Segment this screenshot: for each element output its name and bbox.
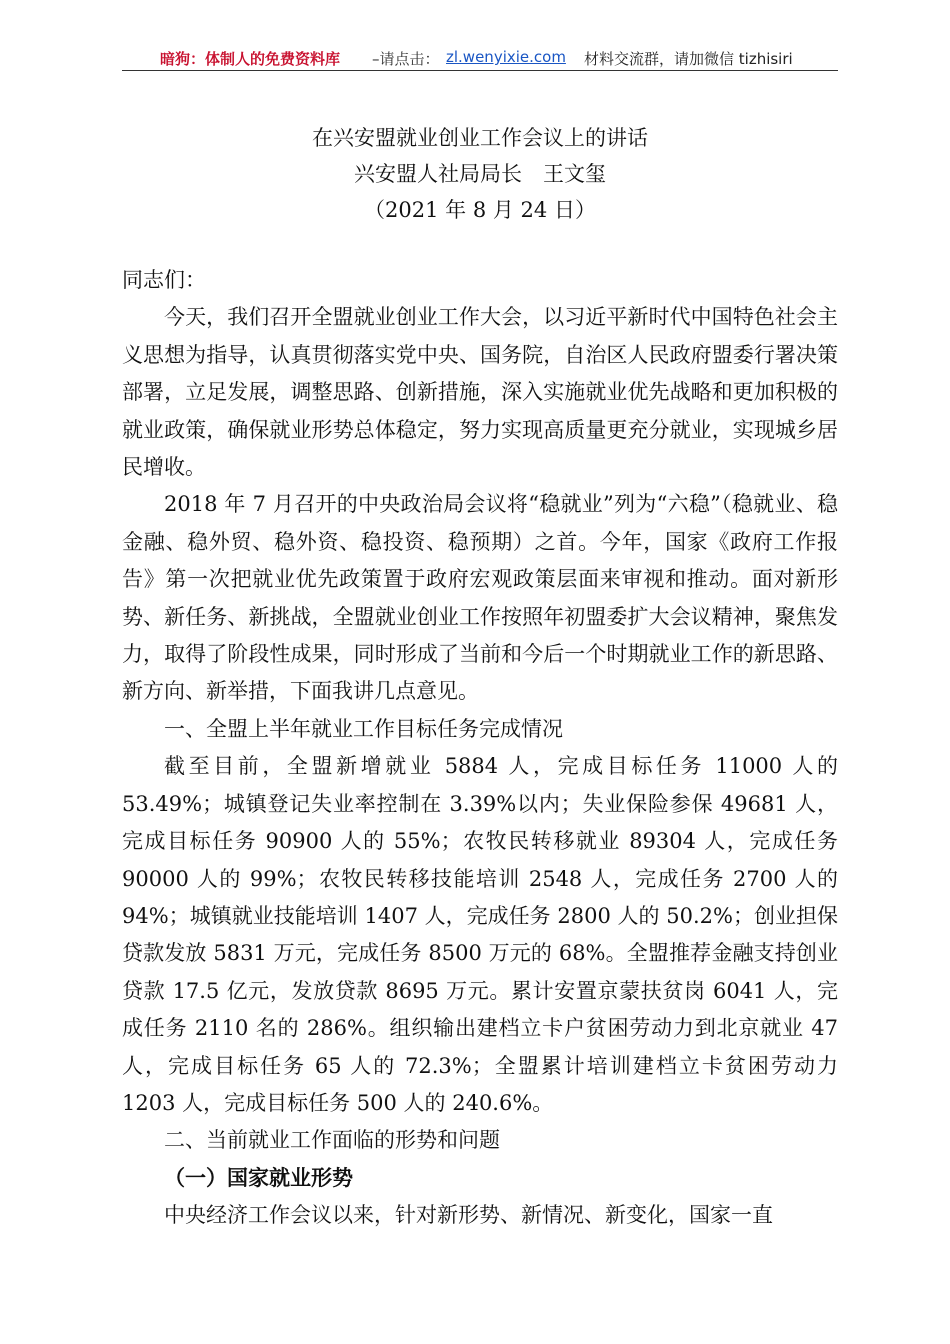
document-title: 在兴安盟就业创业工作会议上的讲话 [312, 126, 648, 150]
paragraph: 截至目前，全盟新增就业 5884 人，完成目标任务 11000 人的 53.49%；城镇登记失业率控制在 3.39%以内；失业保险参保 49681 人，完成目标任务 90900 人的 55%；农牧民转移就业 89304 人，完成任务 90000 人的 99%；农牧民转移技能培训 2548 人，完成任务 2700 人的 94%；城镇就业技能培训 1407 人，完成任务 2800 人的 50.2%；创业担保贷款发放 5831 万元，完成任务 8500 万元的 68%。全盟推荐金融支持创业贷款 17.5 亿元，发放贷款 8695 万元。累计安置京蒙扶贫岗 6041 人，完成任务 2110 名的 286%。组织输出建档立卡户贫困劳动力到北京就业 47 人，完成目标任务 65 人的 72.3%；全盟累计培训建档立卡贫困劳动力 1203 人，完成目标任务 500 人的 240.6%。 [122, 754, 838, 1115]
paragraph: 中央经济工作会议以来，针对新形势、新情况、新变化，国家一直 [164, 1203, 773, 1228]
section-heading: 二、当前就业工作面临的形势和问题 [164, 1128, 500, 1153]
paragraph: 今天，我们召开全盟就业创业工作大会，以习近平新时代中国特色社会主义思想为指导，认真贯彻落实党中央、国务院，自治区人民政府盟委行署决策部署，立足发展，调整思路、创新措施，深入实施就业优先战略和更加积极的就业政策，确保就业形势总体稳定，努力实现高质量更充分就业，实现城乡居民增收。 [122, 305, 838, 480]
page-header [0, 44, 950, 72]
title-block [122, 120, 838, 228]
document-date: （2021 年 8 月 24 日） [364, 198, 596, 222]
salutation: 同志们： [122, 268, 206, 292]
document-body [122, 262, 838, 1235]
document-speaker: 兴安盟人社局局长 王文玺 [354, 162, 606, 186]
header-divider [122, 70, 838, 71]
header-brand: 暗狗：体制人的免费资料库 [160, 50, 341, 68]
header-contact: 材料交流群，请加微信 tizhisiri [584, 50, 793, 68]
header-click-prompt: –请点击： [372, 50, 440, 68]
subsection-heading: （一）国家就业形势 [164, 1165, 353, 1190]
paragraph: 2018 年 7 月召开的中央政治局会议将“稳就业”列为“六稳”（稳就业、稳金融、稳外贸、稳外资、稳投资、稳预期）之首。今年，国家《政府工作报告》第一次把就业优先政策置于政府宏观政策层面来审视和推动。面对新形势、新任务、新挑战，全盟就业创业工作按照年初盟委扩大会议精神，聚焦发力，取得了阶段性成果，同时形成了当前和今后一个时期就业工作的新思路、新方向、新举措，下面我讲几点意见。 [122, 492, 838, 704]
header-website-link[interactable]: zl.wenyixie.com [446, 48, 566, 66]
section-heading: 一、全盟上半年就业工作目标任务完成情况 [164, 716, 563, 741]
